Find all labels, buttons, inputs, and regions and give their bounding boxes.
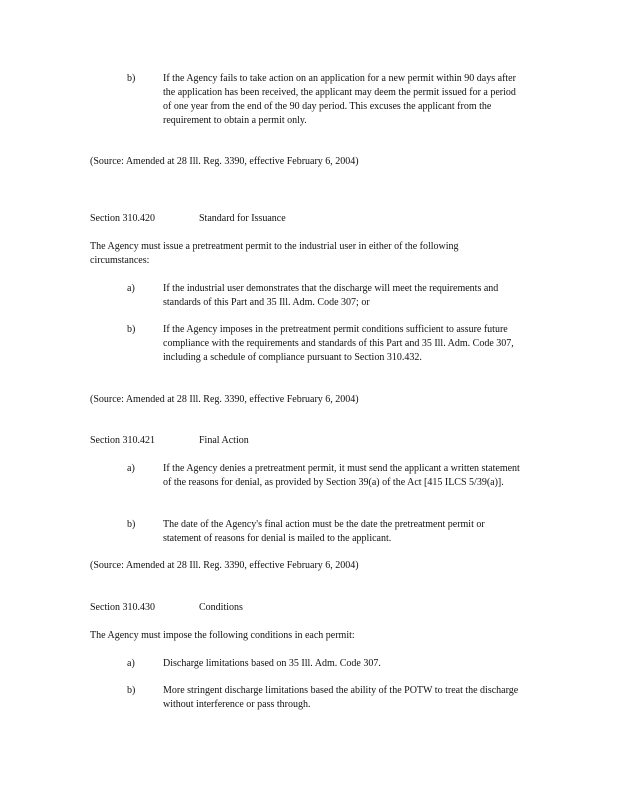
- section-number: Section 310.420: [90, 213, 155, 224]
- item-text: If the industrial user demonstrates that the discharge will meet the requirements and standards of this Part and 35 Ill. Adm. Code 307; or: [163, 283, 499, 308]
- item-label: a): [127, 283, 135, 294]
- item-text: If the Agency imposes in the pretreatment permit conditions sufficient to assure future compliance with the requirements and standards of this Part and 35 Ill. Adm. Code 307, including a schedule of compliance pursuant to Section 310.432.: [163, 324, 514, 363]
- item-label: b): [127, 519, 136, 530]
- source-note: (Source: Amended at 28 Ill. Reg. 3390, effective February 6, 2004): [90, 156, 359, 167]
- item-label: b): [127, 73, 136, 84]
- section-intro: The Agency must impose the following conditions in each permit:: [90, 630, 355, 641]
- item-text: The date of the Agency's final action must be the date the pretreatment permit or statement of reasons for denial is mailed to the applicant.: [163, 519, 485, 544]
- section-title: Final Action: [199, 435, 249, 446]
- source-note: (Source: Amended at 28 Ill. Reg. 3390, effective February 6, 2004): [90, 560, 359, 571]
- section-number: Section 310.421: [90, 435, 155, 446]
- item-label: b): [127, 685, 136, 696]
- item-label: a): [127, 658, 135, 669]
- section-title: Conditions: [199, 602, 243, 613]
- section-intro: The Agency must issue a pretreatment permit to the industrial user in either of the following circumstances:: [90, 241, 459, 266]
- item-label: b): [127, 324, 136, 335]
- item-text: If the Agency fails to take action on an application for a new permit within 90 days after the application has been received, the applicant may deem the permit issued for a period of one year from the end of the 90 day period. This excuses the applicant from the requirement to obtain a permit only.: [163, 73, 516, 126]
- item-text: More stringent discharge limitations based the ability of the POTW to treat the discharge without interference or pass through.: [163, 685, 519, 710]
- item-text: Discharge limitations based on 35 Ill. Adm. Code 307.: [163, 658, 381, 669]
- section-title: Standard for Issuance: [199, 213, 286, 224]
- item-label: a): [127, 463, 135, 474]
- item-text: If the Agency denies a pretreatment permit, it must send the applicant a written statement of the reasons for denial, as provided by Section 39(a) of the Act [415 ILCS 5/39(a)].: [163, 463, 520, 488]
- source-note: (Source: Amended at 28 Ill. Reg. 3390, effective February 6, 2004): [90, 394, 359, 405]
- section-number: Section 310.430: [90, 602, 155, 613]
